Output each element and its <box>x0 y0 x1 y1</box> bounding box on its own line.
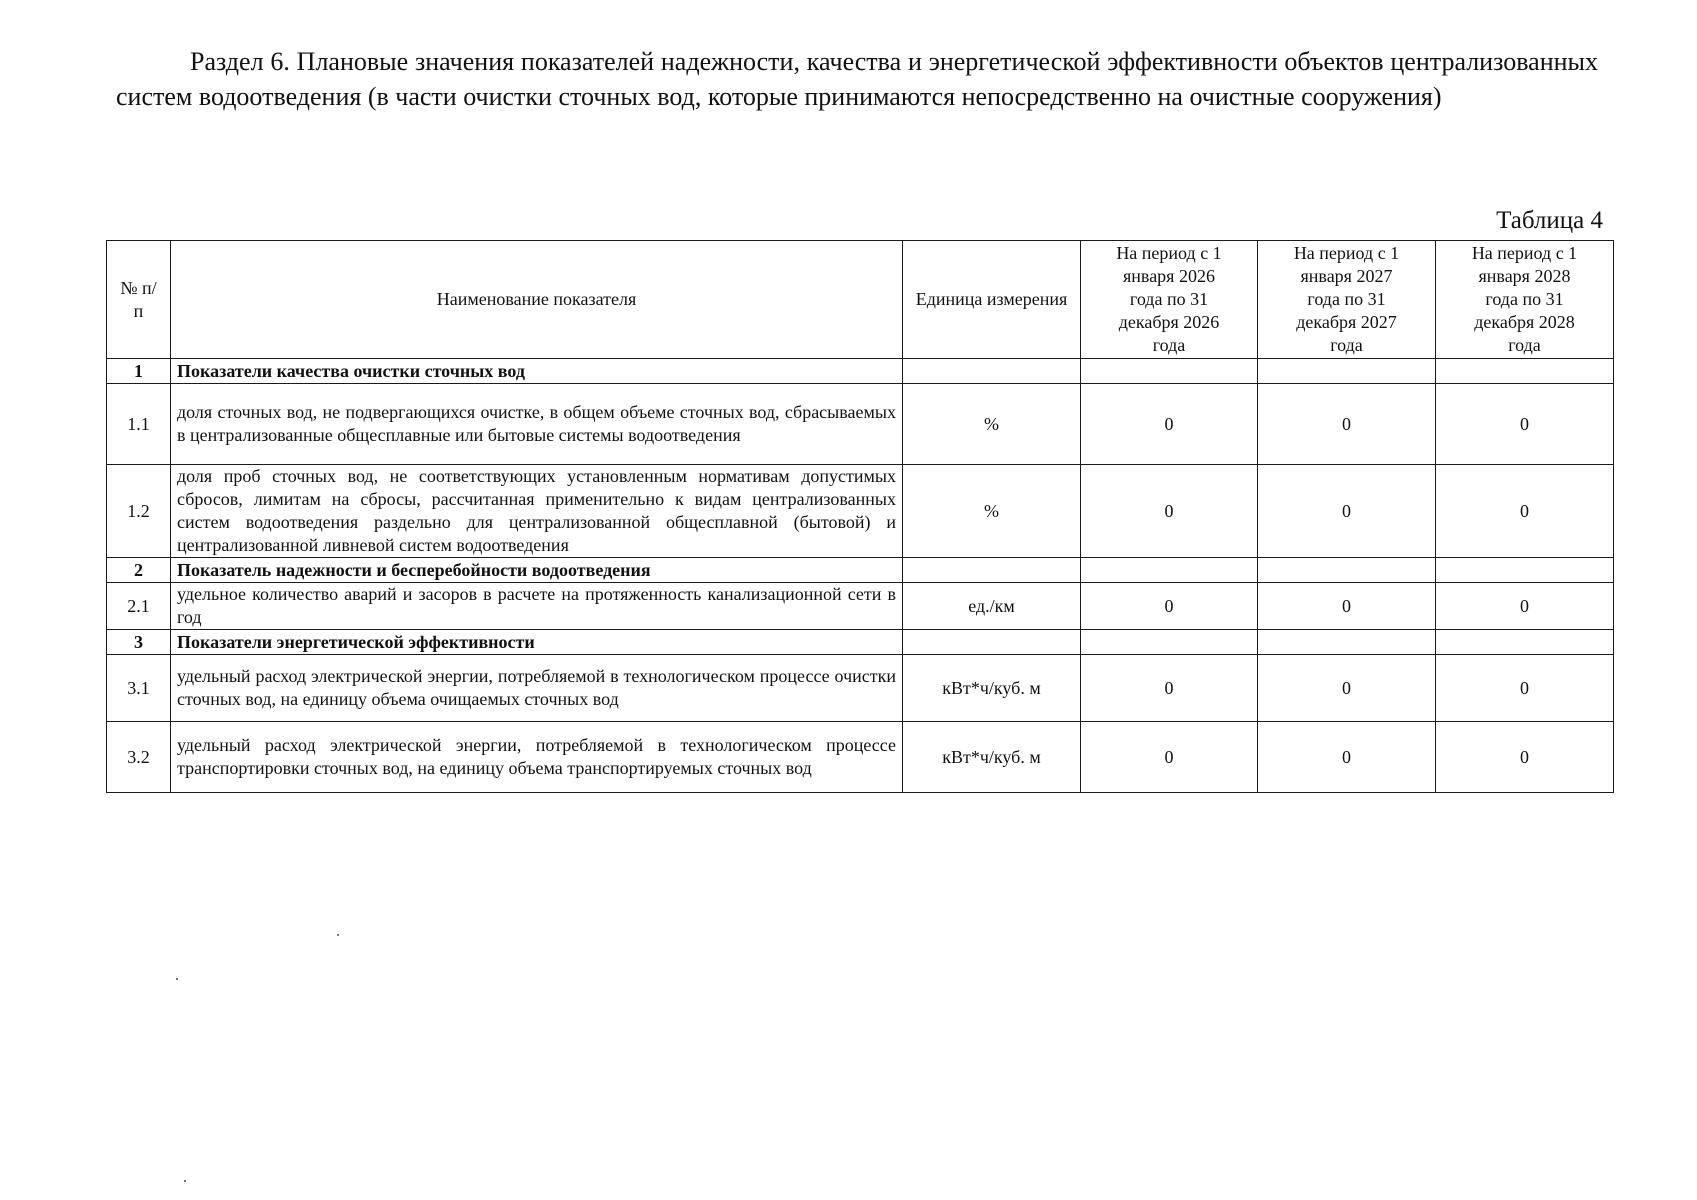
table-row <box>107 465 1614 558</box>
row-value-2028: 0 <box>1436 655 1614 722</box>
header-name: Наименование показателя <box>171 241 903 359</box>
row-unit <box>903 630 1081 655</box>
row-number: 3 <box>107 630 171 655</box>
scan-speck <box>176 978 178 980</box>
header-number: № п/п <box>107 241 171 359</box>
row-value-2027: 0 <box>1258 384 1436 465</box>
row-name: удельное количество аварий и засоров в расчете на протяженность канализационной сети в год <box>171 583 903 630</box>
row-value-2027 <box>1258 359 1436 384</box>
row-name: Показатель надежности и бесперебойности водоотведения <box>171 558 903 583</box>
row-unit: кВт*ч/куб. м <box>903 722 1081 793</box>
scan-speck <box>337 934 339 936</box>
row-name: доля сточных вод, не подвергающихся очистке, в общем объеме сточных вод, сбрасываемых в централизованные общесплавные или бытовые системы водоотведения <box>171 384 903 465</box>
header-unit: Единица измерения <box>903 241 1081 359</box>
table-row <box>107 558 1614 583</box>
section-heading: Раздел 6. Плановые значения показателей надежности, качества и энергетической эффективности объектов централизованных систем водоотведения (в части очистки сточных вод, которые принимаются непосредственно на очистные сооружения) <box>116 47 1598 111</box>
row-unit: % <box>903 384 1081 465</box>
row-value-2028 <box>1436 359 1614 384</box>
table-row <box>107 359 1614 384</box>
row-value-2028: 0 <box>1436 384 1614 465</box>
row-value-2027: 0 <box>1258 655 1436 722</box>
row-value-2028 <box>1436 558 1614 583</box>
header-period-2028: На период с 1 января 2028 года по 31 декабря 2028 года <box>1436 241 1614 359</box>
row-unit: кВт*ч/куб. м <box>903 655 1081 722</box>
row-number: 1 <box>107 359 171 384</box>
row-value-2027: 0 <box>1258 583 1436 630</box>
table-row <box>107 722 1614 793</box>
row-value-2026: 0 <box>1081 655 1258 722</box>
row-value-2027: 0 <box>1258 722 1436 793</box>
row-value-2027: 0 <box>1258 465 1436 558</box>
row-value-2027 <box>1258 630 1436 655</box>
row-value-2026: 0 <box>1081 583 1258 630</box>
row-value-2026: 0 <box>1081 465 1258 558</box>
row-unit <box>903 359 1081 384</box>
row-name: удельный расход электрической энергии, потребляемой в технологическом процессе очистки сточных вод, на единицу объема очищаемых сточных вод <box>171 655 903 722</box>
table-caption: Таблица 4 <box>1496 207 1603 234</box>
table-header-row <box>107 241 1614 359</box>
row-number: 1.1 <box>107 384 171 465</box>
row-value-2028: 0 <box>1436 722 1614 793</box>
row-value-2026 <box>1081 359 1258 384</box>
indicators-table <box>106 240 1614 793</box>
table-row <box>107 655 1614 722</box>
table-row <box>107 384 1614 465</box>
row-number: 2 <box>107 558 171 583</box>
row-name: Показатели энергетической эффективности <box>171 630 903 655</box>
row-value-2026 <box>1081 630 1258 655</box>
row-number: 3.1 <box>107 655 171 722</box>
row-value-2026: 0 <box>1081 384 1258 465</box>
row-value-2026 <box>1081 558 1258 583</box>
header-period-2026: На период с 1 января 2026 года по 31 декабря 2026 года <box>1081 241 1258 359</box>
row-number: 2.1 <box>107 583 171 630</box>
row-value-2027 <box>1258 558 1436 583</box>
row-number: 3.2 <box>107 722 171 793</box>
table-row <box>107 583 1614 630</box>
table-row <box>107 630 1614 655</box>
row-name: доля проб сточных вод, не соответствующих установленным нормативам допустимых сбросов, лимитам на сбросы, рассчитанная применительно к видам централизованных систем водоотведения раздельно для централизованной общесплавной (бытовой) и централизованной ливневой систем водоотведения <box>171 465 903 558</box>
header-period-2027: На период с 1 января 2027 года по 31 декабря 2027 года <box>1258 241 1436 359</box>
row-value-2028 <box>1436 630 1614 655</box>
row-name: удельный расход электрической энергии, потребляемой в технологическом процессе транспортировки сточных вод, на единицу объема транспортируемых сточных вод <box>171 722 903 793</box>
row-number: 1.2 <box>107 465 171 558</box>
row-value-2028: 0 <box>1436 583 1614 630</box>
row-unit: % <box>903 465 1081 558</box>
row-value-2026: 0 <box>1081 722 1258 793</box>
row-unit <box>903 558 1081 583</box>
row-unit: ед./км <box>903 583 1081 630</box>
row-name: Показатели качества очистки сточных вод <box>171 359 903 384</box>
row-value-2028: 0 <box>1436 465 1614 558</box>
scan-speck <box>184 1180 186 1182</box>
